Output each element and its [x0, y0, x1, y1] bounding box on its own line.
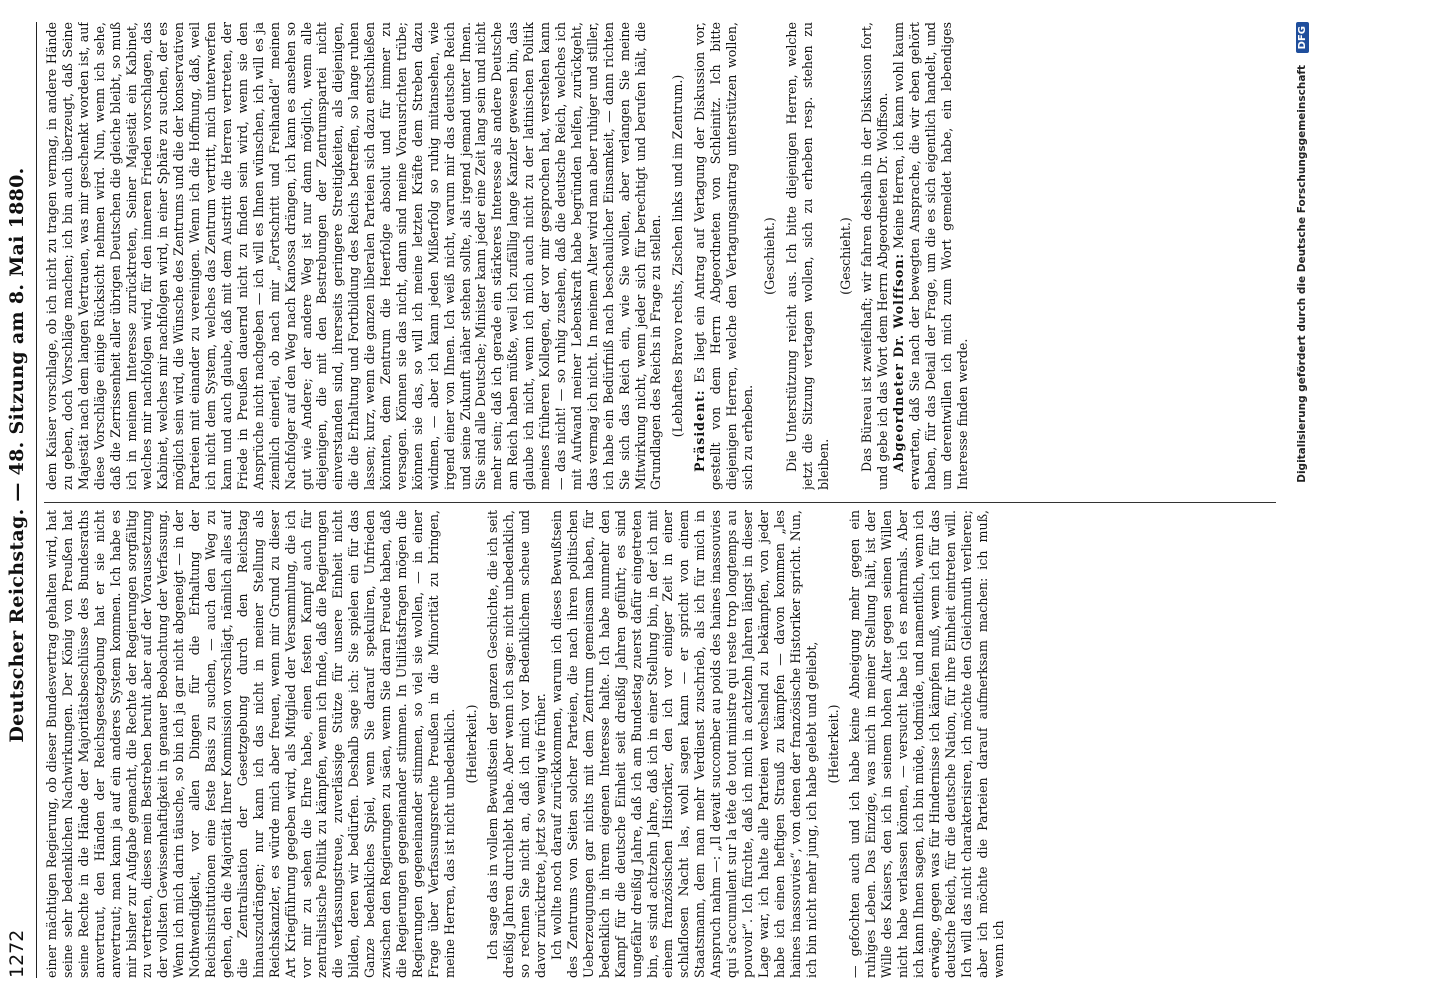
- page-header: [0, 22, 37, 978]
- speaker-wolffson: Abgeordneter Dr. Wolffson:: [891, 252, 907, 472]
- digitization-credit-text: Digitalisierung gefördert durch die Deutsche Forschungsgemeinschaft: [1296, 65, 1308, 483]
- right-paragraph-4: Das Büreau ist zweifelhaft; wir fahren deshalb in der Diskussion fort, und gebe ich das Wort dem Herrn Abgeordneten Dr. Wolffson.: [859, 22, 891, 490]
- digitization-credit: [1296, 22, 1316, 978]
- column-divider: [44, 502, 1276, 503]
- right-stage-direction-3: (Geschieht.): [837, 217, 853, 295]
- left-column: [44, 510, 1276, 978]
- left-paragraph-2: Ich sage das in vollem Bewußtsein der ganzen Geschichte, die ich seit dreißig Jahren durchlebt habe. Aber wenn ich sage: nicht unbedenklich, so rechnen Sie nicht an, daß ich mich vor Bedenklichem scheue und davor zurücktrete, jetzt so wenig wie früher.: [485, 510, 549, 978]
- right-paragraph-2: [692, 22, 756, 490]
- right-paragraph-5: [891, 22, 971, 490]
- left-stage-direction-2: (Heiterkeit.): [825, 704, 841, 784]
- left-paragraph-4: — gefochten auch und ich habe keine Abneigung mehr gegen ein ruhiges Leben. Das Einzige, was mich in meiner Stellung hält, ist der Wille des Kaisers, den ich in seinem hohen Alter gegen seinen Willen nicht habe verlassen können, — versucht habe ich es mehrmals. Aber ich kann Ihnen sagen, ich bin müde, todmüde, und namentlich, wenn ich erwäge, gegen was für Hindernisse ich kämpfen muß, wenn ich für das deutsche Reich, für die deutsche Nation, für ihre Einheit eintreten will. Ich will das nicht charakterisiren, ich möchte den Gleichmuth verlieren; aber ich möchte die Parteien darauf aufmerksam machen: ich muß, wenn ich: [847, 510, 1006, 978]
- left-stage-direction-1: (Heiterkeit.): [463, 704, 479, 784]
- left-paragraph-1: einer mächtigen Regierung, ob dieser Bundesvertrag gehalten wird, hat seine sehr bedenklichen Nachwirkungen. Der König von Preußen hat seine Rechte in die Hände der Majoritätsbeschlüsse des Bundesraths anvertraut, den Händen der Reichsgesetzgebung hat er sie nicht anvertraut; man kann ja auf ein anderes System kommen. Ich habe es mir bisher zur Aufgabe gemacht, die Rechte der Regierungen sorgfältig zu vertreten, dieses mein Bestreben beruht aber auf der Voraussetzung der vollsten Gewissenhaftigkeit in genauer Beobachtung der Verfassung. Wenn ich mich darin täusche, so bin ich ja gar nicht abgeneigt — in der Nothwendigkeit, vor allen Dingen für die Erhaltung der Reichsinstitutionen eine feste Basis zu suchen, — auch den Weg zu gehen, den die Majorität Ihrer Kommission vorschlägt, nämlich alles auf die Zentralisation der Gesetzgebung durch den Reichstag hinauszudrängen; nur kann ich das nicht in meiner Stellung als Reichskanzler, es würde mich aber freuen, wenn mir Grund zu dieser Art Kriegführung gegeben wird, als Mitglied der Versammlung, die ich vor mir zu sehen die Ehre habe, einen festen Kampf auch für zentralistische Politik zu kämpfen, wenn ich finde, daß die Regierungen die verfassungstreue, zuverlässige Stütze für unsere Einheit nicht bilden, deren wir bedürfen. Deshalb sage ich: Sie spielen ein für das Ganze bedenkliches Spiel, wenn Sie darauf spekuliren, Unfrieden zwischen den Regierungen zu säen, wenn Sie daran Freude haben, daß die Regierungen gegeneinander stimmen. In Utilitätsfragen mögen die Regierungen gegeneinander stimmen, so viel sie wollen, — in einer Frage über Verfassungsrechte Preußen in die Minorität zu bringen, meine Herren, das ist nicht unbedenklich.: [44, 510, 457, 978]
- right-paragraph-1: dem Kaiser vorschlage, ob ich nicht zu tragen vermag, in andere Hände zu geben, doch Vorschläge machen; ich bin auch überzeugt, daß Seine Majestät nach dem langen Vertrauen, was mir geschenkt worden ist, auf diese Vorschläge einige Rücksicht nehmen wird. Nun, wenn ich sehe, daß die Zerrissenheit aller übrigen Deutschen die gleiche bleibt, so muß ich in meinem Interesse zurücktreten, Seiner Majestät ein Kabinet, welches mir nachfolgen wird, für den inneren Frieden vorschlagen, das Kabinet, welches mir nachfolgen wird, in einer Sphäre zu suchen, der es möglich sein wird, die Wünsche des Zentrums und die der konservativen Parteien mit einander zu vereinigen. Wenn ich die Hoffnung, daß, weil ich nicht dem System, welches das Zentrum vertritt, mich unterwerfen kann und auch glaube, daß mit dem Austritt die Herren vertreten, der Friede in Preußen dauernd nicht zu finden sein wird, wenn sie den Ansprüche nicht nachgeben — ich will es Ihnen wünschen, ich will es ja ziemlich einerlei, ob nach mir „Fortschritt und Freihandel“ meinen Nachfolger auf den Weg nach Kanossa drängen, ich kann es ansehen so gut wie Andere; der andere Weg ist nur dann möglich, wenn alle diejenigen, die mit den Bestrebungen der Zentrumspartei nicht einverstanden sind, ihrerseits geringere Streitigkeiten, als diejenigen, die die Erhaltung und Fortbildung des Reichs betreffen, so lange ruhen lassen; kurz, wenn die ganzen liberalen Parteien sich dazu entschließen könnten, dem Zentrum die Heerfolge absolut und für immer zu versagen. Können sie das nicht, dann sind meine Vorausrichten trübe; können sie das, so will ich meine letzten Kräfte dem Streben dazu widmen, — aber ich kann jeden Mißerfolg so ruhig mitansehen, wie irgend einer von Ihnen. Ich weiß nicht, warum mir das deutsche Reich und seine Zukunft näher stehen sollte, als irgend jemand unter Ihnen. Sie sind alle Deutsche; Minister kann jeder eine Zeit lang sein und nicht mehr sein; daß ich gerade ein stärkeres Interesse als andere Deutsche am Reich haben müßte, weil ich zufällig lange Kanzler gewesen bin, das glaube ich nicht, wenn ich mich auch nicht zu der latinischen Politik meines früheren Kollegen, der vor mir gesprochen hat, verstehen kann — das nicht! — so ruhig zusehen, daß die deutsche Reich, welches ich mit Aufwand meiner Lebenskraft habe begründen helfen, zurückgeht, das vermag ich nicht. In meinem Alter wird man aber ruhiger und stiller, ich habe ein Bedürfniß nach beschaulicher Einsamkeit, — dann richten Sie sich das Reich ein, wie Sie wollen, aber verlangen Sie meine Mitwirkung nicht, wenn jeder sich für berechtigt und berufen hält, die Grundlagen des Reichs in Frage zu stellen.: [44, 22, 664, 490]
- right-paragraph-2-text: Es liegt ein Antrag auf Vertagung der Diskussion vor, gestellt von dem Herrn Abgeordneten von Schleinitz. Ich bitte diejenigen Herren, welche den Vertagungsantrag unterstützen wollen, sich zu erheben.: [692, 22, 755, 490]
- running-title: Deutscher Reichstag. — 48. Sitzung am 8. Mai 1880.: [6, 167, 28, 743]
- right-column: [44, 22, 1276, 490]
- speaker-president: Präsident:: [692, 389, 708, 472]
- right-paragraph-3: Die Unterstützung reicht aus. Ich bitte diejenigen Herren, welche jetzt die Sitzung vertagen wollen, sich zu erheben resp. stehen zu bleiben.: [783, 22, 831, 490]
- page-number: 1272: [6, 929, 28, 978]
- left-paragraph-3: Ich wollte noch darauf zurückkommen, warum ich dieses Bewußtsein des Zentrums von Seiten solcher Parteien, die nach ihren politischen Ueberzeugungen gar nichts mit dem Zentrum gemeinsam haben, für bedenklich in ihrem eigenen Interesse halte. Ich habe nunmehr den Kampf für die deutsche Einheit seit dreißig Jahren geführt; es sind ungefähr dreißig Jahre, daß ich am Bundestag zuerst dafür eingetreten bin, es sind achtzehn Jahre, daß ich in einer Stellung bin, in der ich mit einem französischen Historiker, den ich vor einiger Zeit in einer schlaflosen Nacht las, wohl sagen kann — er spricht von einem Staatsmann, dem man mehr Verdienst zuschrieb, als ich für mich in Anspruch nahm —: „Il devait succomber au poids des haines inassouvies qui s'accumulent sur la tête de tout ministre qui reste trop longtemps au pouvoir“. Ich fürchte, daß ich mich in achtzehn Jahren längst in dieser Lage war, ich halte alle Parteien wechselnd zu bekämpfen, von jeder habe ich einen heftigen Strauß zu kämpfen — davon kommen „les haines inassouvies“, von denen der französische Historiker spricht. Nun, ich bin nicht mehr jung, ich habe gelebt und geliebt,: [549, 510, 819, 978]
- dfg-logo: DFG: [1296, 22, 1309, 53]
- right-stage-direction-2: (Geschieht.): [761, 217, 777, 295]
- right-stage-direction-1: (Lebhaftes Bravo rechts, Zischen links und im Zentrum.): [670, 74, 686, 438]
- right-paragraph-5-text: Meine Herren, ich kann wohl kaum erwarten, daß Sie nach der bewegten Ansprache, die wir eben gehört haben, für das Detail der Frage, um die es sich eigentlich handelt, und um derentwillen ich mich zum Wort gemeldet habe, ein lebendiges Interesse finden werde.: [891, 22, 970, 490]
